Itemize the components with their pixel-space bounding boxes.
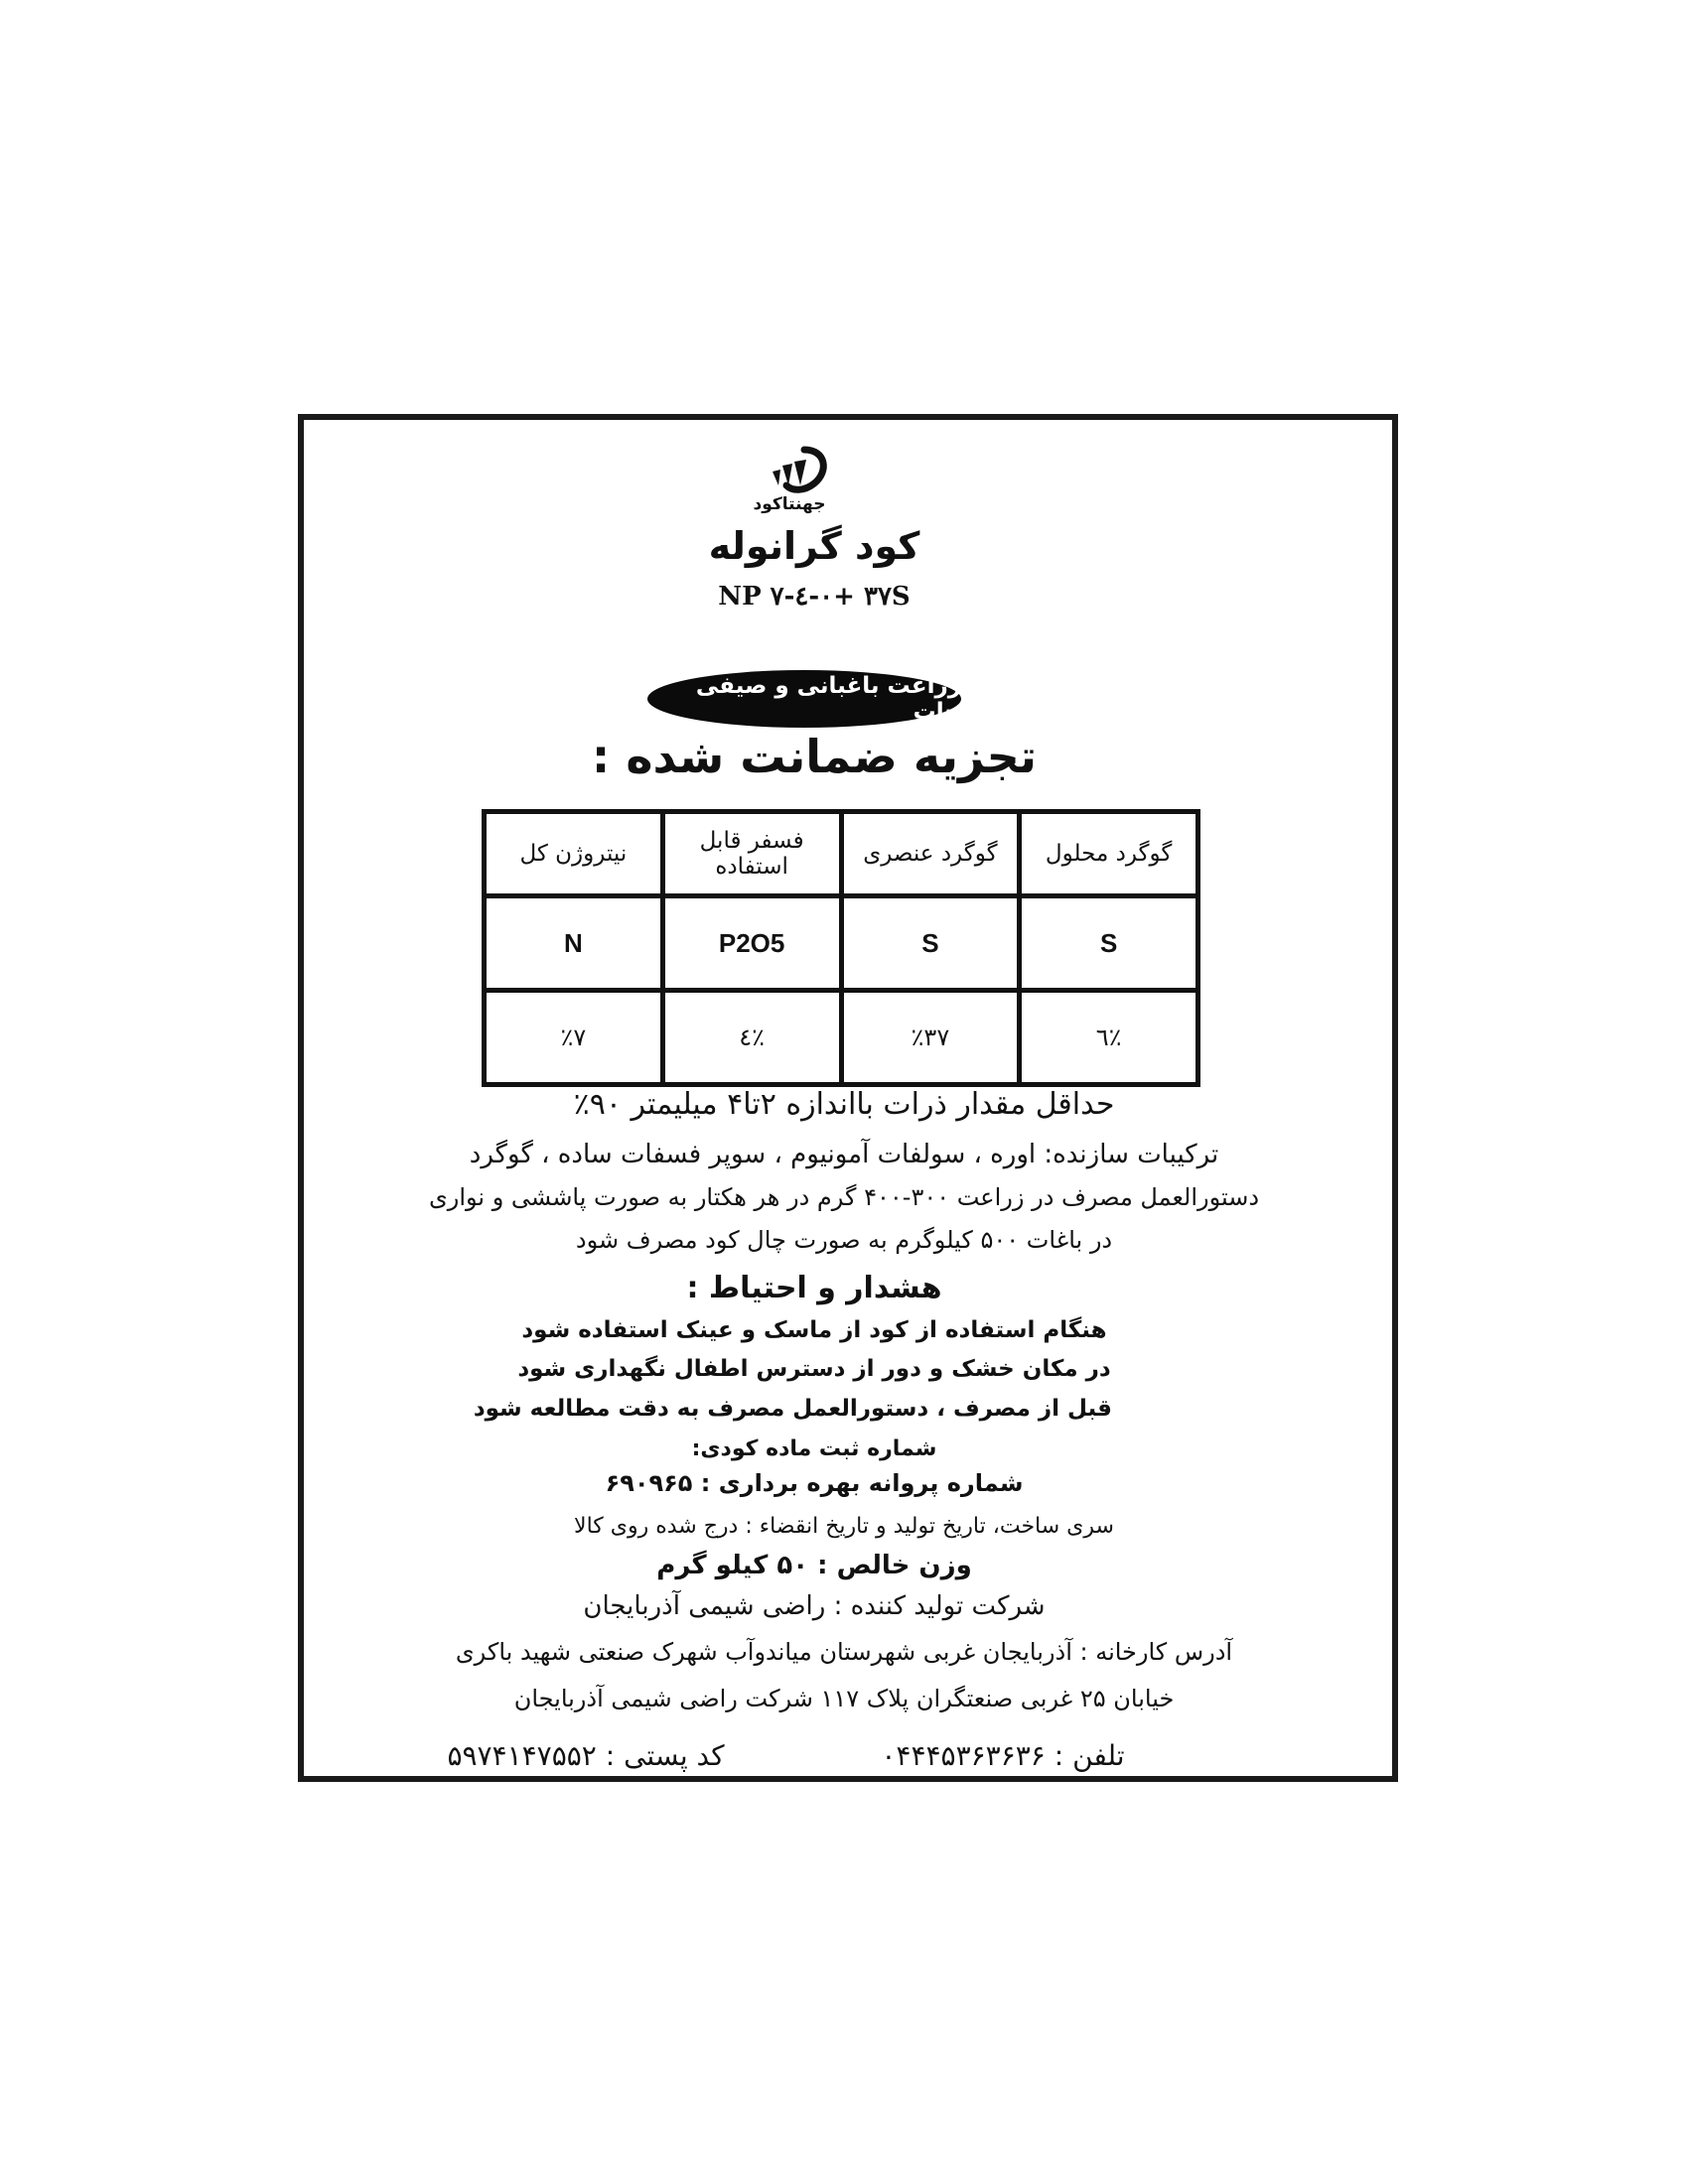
header-total-nitrogen: نیتروژن کل [485, 812, 663, 896]
symbol-phosphorus: P2O5 [662, 896, 841, 991]
factory-address-1: آدرس کارخانه : آذربایجان غربی شهرستان میاندوآب شهرک صنعتی شهید باکری [455, 1638, 1233, 1666]
warning-item: هنگام استفاده از کود از ماسک و عینک استفاده شود [521, 1317, 1107, 1343]
batch-info: سری ساخت، تاریخ تولید و تاریخ انقضاء : درج شده روی کالا [574, 1514, 1114, 1539]
symbol-elemental-sulfur: S [841, 896, 1020, 991]
license-number: شماره پروانه بهره برداری : ۶۹۰۹۶۵ [605, 1469, 1024, 1497]
symbol-nitrogen: N [485, 896, 663, 991]
table-symbol-row [485, 896, 1198, 991]
manufacturer: شرکت تولید کننده : راضی شیمی آذربایجان [583, 1591, 1046, 1621]
logo-caption: جهنتاکود [753, 494, 826, 514]
warning-heading: هشدار و احتیاط : [686, 1271, 942, 1305]
usage-badge: زراعت باغبانی و صیفی جات [647, 670, 961, 728]
value-phosphorus: ٪٤ [662, 991, 841, 1085]
symbol-soluble-sulfur: S [1020, 896, 1198, 991]
usage-line-1: دستورالعمل مصرف در زراعت ۳۰۰-۴۰۰ گرم در هر هکتار به صورت پاششی و نواری [428, 1183, 1260, 1211]
value-nitrogen: ٪۷ [485, 991, 663, 1085]
header-available-phosphorus: فسفر قابل استفاده [662, 812, 841, 896]
value-soluble-sulfur: ٪٦ [1020, 991, 1198, 1085]
phone-number: تلفن : ۰۴۴۴۵۳۶۳۶۳۶ [881, 1739, 1125, 1772]
factory-address-2: خیابان ۲۵ غربی صنعتگران پلاک ۱۱۷ شرکت راضی شیمی آذربایجان [513, 1685, 1175, 1712]
header-soluble-sulfur: گوگرد محلول [1020, 812, 1198, 896]
ingredients-line: ترکیبات سازنده: اوره ، سولفات آمونیوم ، سوپر فسفات ساده ، گوگرد [469, 1140, 1219, 1169]
header-elemental-sulfur: گوگرد عنصری [841, 812, 1020, 896]
postal-code: کد پستی : ۵۹۷۴۱۴۷۵۵۲ [447, 1739, 725, 1772]
product-formula: NP ۷-٤-۰+ ۳۷S [718, 582, 911, 612]
guarantee-heading: تجزیه ضمانت شده : [591, 730, 1038, 783]
value-elemental-sulfur: ٪۳۷ [841, 991, 1020, 1085]
registration-number: شماره ثبت ماده کودی: [691, 1436, 937, 1461]
particle-size-line: حداقل مقدار ذرات بااندازه ۲تا۴ میلیمتر ۹۰٪ [573, 1087, 1115, 1122]
net-weight: وزن خالص : ۵۰ کیلو گرم [656, 1551, 972, 1580]
analysis-table [482, 809, 1200, 1087]
table-header-row [485, 812, 1198, 896]
product-title: کود گرانوله [708, 524, 920, 568]
warning-item: قبل از مصرف ، دستورالعمل مصرف به دقت مطالعه شود [473, 1396, 1112, 1422]
warning-item: در مکان خشک و دور از دسترس اطفال نگهداری شود [517, 1356, 1111, 1382]
table-value-row [485, 991, 1198, 1085]
usage-line-2: در باغات ۵۰۰ کیلوگرم به صورت چال کود مصرف شود [575, 1226, 1113, 1254]
